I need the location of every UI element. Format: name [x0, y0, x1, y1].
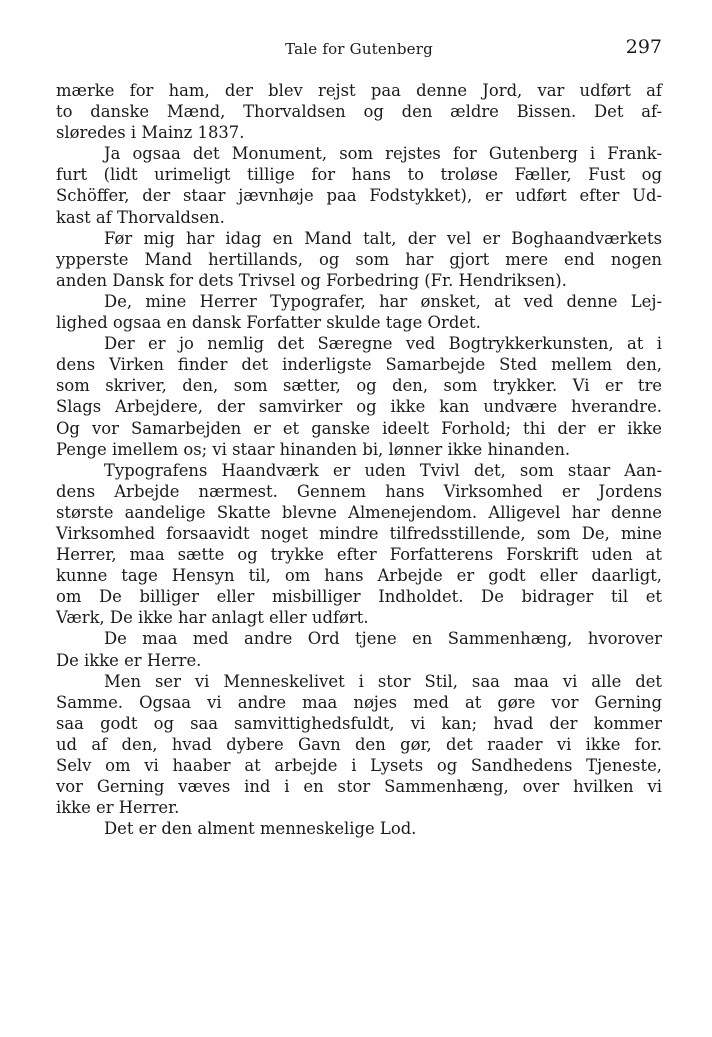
text-line: ypperste Mand hertillands, og som har gjort mere end nogen: [56, 249, 662, 269]
page-number: 297: [625, 36, 662, 58]
text-line: Værk, De ikke har anlagt eller udført.: [56, 608, 369, 628]
text-line: sløredes i Mainz 1837.: [56, 123, 245, 143]
text-line: Samme. Ogsaa vi andre maa nøjes med at gøre vor Gerning: [56, 692, 662, 712]
text-line: som skriver, den, som sætter, og den, som trykker. Vi er tre: [56, 376, 662, 396]
text-line: Typografens Haandværk er uden Tvivl det, som staar Aan-: [104, 460, 662, 480]
text-line: Schöffer, der staar jævnhøje paa Fodstykket), er udført efter Ud-: [56, 186, 662, 206]
text-line: Slags Arbejdere, der samvirker og ikke kan undvære hverandre.: [56, 397, 662, 417]
text-line: dens Arbejde nærmest. Gennem hans Virksomhed er Jordens: [56, 481, 662, 501]
page-header: [56, 36, 662, 62]
text-line: Herrer, maa sætte og trykke efter Forfatterens Forskrift uden at: [56, 545, 662, 565]
text-line: lighed ogsaa en dansk Forfatter skulde tage Ordet.: [56, 313, 481, 333]
text-line: De, mine Herrer Typografer, har ønsket, at ved denne Lej-: [104, 291, 662, 311]
text-line: De ikke er Herre.: [56, 650, 202, 670]
text-line: furt (lidt urimeligt tillige for hans to troløse Fæller, Fust og: [56, 165, 662, 185]
text-line: to danske Mænd, Thorvaldsen og den ældre Bissen. Det af-: [56, 102, 662, 122]
text-line: Men ser vi Menneskelivet i stor Stil, saa maa vi alle det: [104, 671, 662, 691]
text-line: vor Gerning væves ind i en stor Sammenhæng, over hvilken vi: [56, 777, 662, 797]
text-line: De maa med andre Ord tjene en Sammenhæng, hvorover: [104, 629, 662, 649]
text-line: Og vor Samarbejden er et ganske ideelt Forhold; thi der er ikke: [56, 418, 662, 438]
text-line: Penge imellem os; vi staar hinanden bi, lønner ikke hinanden.: [56, 439, 571, 459]
text-line: ikke er Herrer.: [56, 798, 180, 818]
body-text: [56, 80, 662, 839]
text-line: Det er den alment menneskelige Lod.: [104, 819, 417, 839]
text-line: Før mig har idag en Mand talt, der vel er Boghaandværkets: [104, 228, 662, 248]
text-line: mærke for ham, der blev rejst paa denne Jord, var udført af: [56, 81, 662, 100]
running-title: Tale for Gutenberg: [285, 40, 433, 58]
text-line: største aandelige Skatte blevne Almenejendom. Alligevel har denne: [56, 502, 662, 522]
text-line: Der er jo nemlig det Særegne ved Bogtrykkerkunsten, at i: [104, 334, 662, 354]
text-line: Selv om vi haaber at arbejde i Lysets og Sandhedens Tjeneste,: [56, 756, 662, 775]
text-line: anden Dansk for dets Trivsel og Forbedring (Fr. Hendriksen).: [56, 270, 567, 290]
text-line: Virksomhed forsaavidt noget mindre tilfredsstillende, som De, mine: [56, 523, 662, 543]
text-line: ud af den, hvad dybere Gavn den gør, det raader vi ikke for.: [56, 734, 662, 754]
text-line: dens Virken finder det inderligste Samarbejde Sted mellem den,: [56, 355, 662, 375]
text-line: Ja ogsaa det Monument, som rejstes for Gutenberg i Frank-: [104, 144, 662, 164]
text-line: kast af Thorvaldsen.: [56, 207, 225, 227]
text-line: saa godt og saa samvittighedsfuldt, vi kan; hvad der kommer: [56, 713, 662, 733]
text-line: kunne tage Hensyn til, om hans Arbejde er godt eller daarligt,: [56, 566, 662, 586]
text-line: om De billiger eller misbilliger Indholdet. De bidrager til et: [56, 587, 662, 607]
